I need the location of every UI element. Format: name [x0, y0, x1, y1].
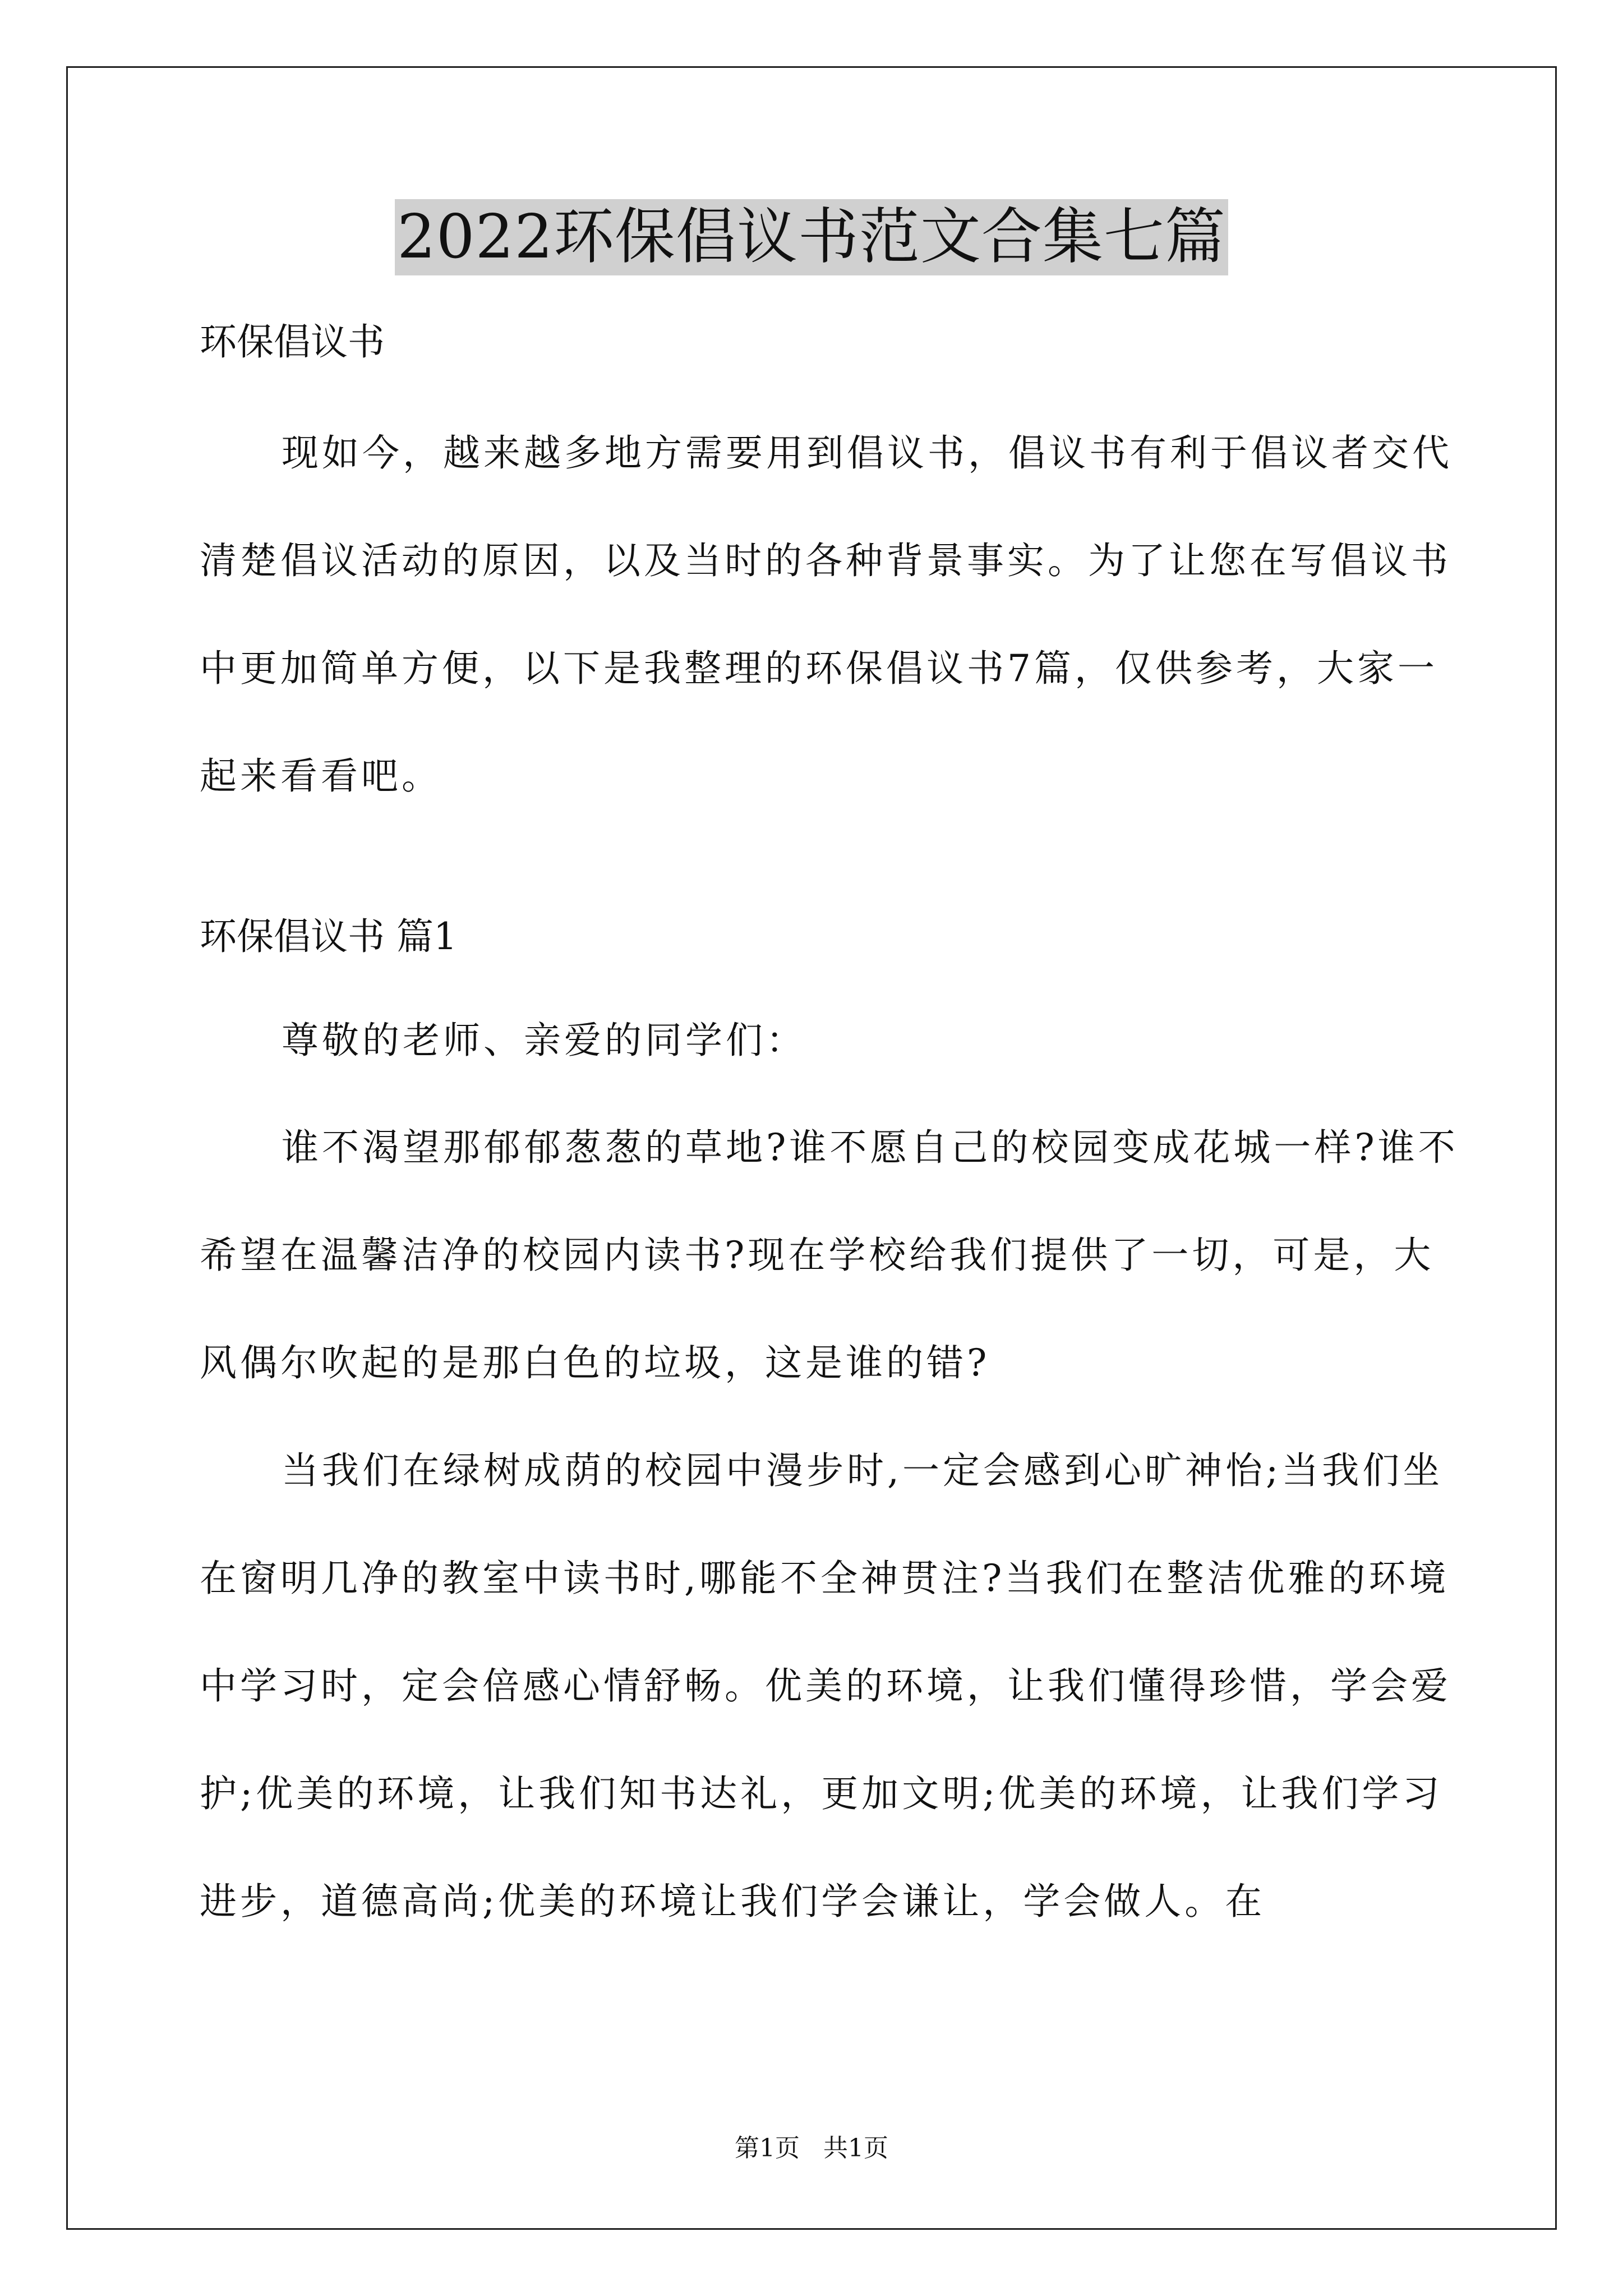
body-paragraph: 谁不渴望那郁郁葱葱的草地?谁不愿自己的校园变成花城一样?谁不希望在温馨洁净的校园内读书?现在学校给我们提供了一切，可是，大风偶尔吹起的是那白色的垃圾，这是谁的错? [200, 1126, 1459, 1384]
greeting-paragraph: 尊敬的老师、亲爱的同学们： [282, 1019, 806, 1062]
section-heading: 环保倡议书 [200, 320, 385, 364]
intro-paragraph: 现如今，越来越多地方需要用到倡议书，倡议书有利于倡议者交代清楚倡议活动的原因，以及当时的各种背景事实。为了让您在写倡议书中更加简单方便，以下是我整理的环保倡议书7篇，仅供参考，大家一起来看看吧。 [200, 431, 1453, 798]
title-container [0, 199, 1623, 275]
document-body [200, 314, 1465, 1955]
document-title: 2022环保倡议书范文合集七篇 [395, 199, 1228, 275]
page-footer: 第1页 共1页 [735, 2134, 888, 2162]
article-heading: 环保倡议书 篇1 [200, 915, 457, 958]
body-paragraph: 当我们在绿树成荫的校园中漫步时,一定会感到心旷神怡;当我们坐在窗明几净的教室中读书时,哪能不全神贯注?当我们在整洁优雅的环境中学习时，定会倍感心情舒畅。优美的环境，让我们懂得珍惜，学会爱护;优美的环境，让我们知书达礼，更加文明;优美的环境，让我们学习进步，道德高尚;优美的环境让我们学会谦让，学会做人。在 [200, 1449, 1451, 1923]
